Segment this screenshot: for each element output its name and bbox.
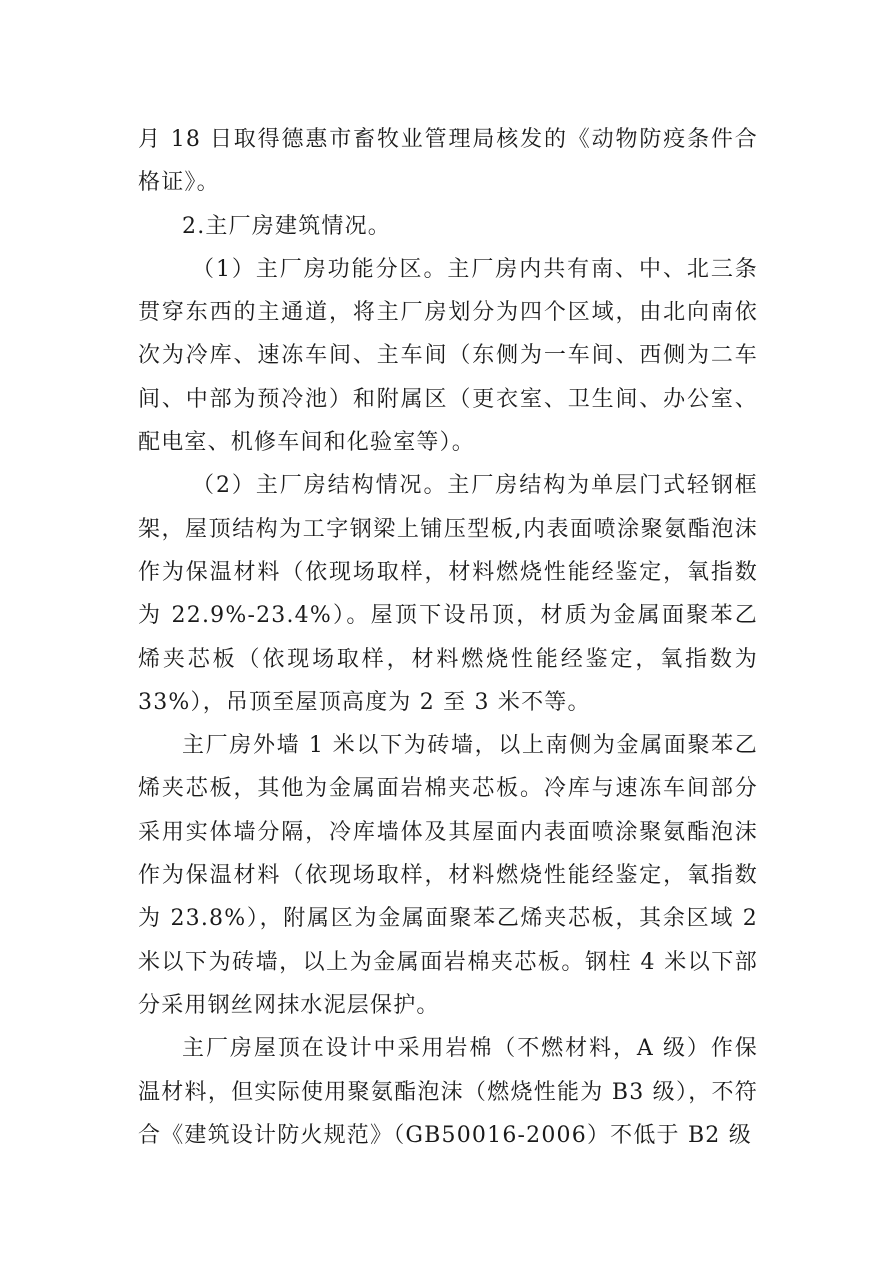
document-body xyxy=(138,118,758,1157)
paragraph-roof-insulation: 主厂房屋顶在设计中采用岩棉（不燃材料，A 级）作保温材料，但实际使用聚氨酯泡沫（燃烧性能为 B3 级），不符合《建筑设计防火规范》（GB50016-2006）不低于 B2 级 xyxy=(138,1036,758,1148)
paragraph-certificate: 月 18 日取得德惠市畜牧业管理局核发的《动物防疫条件合格证》。 xyxy=(138,127,758,196)
paragraph-functional-zones: （1）主厂房功能分区。主厂房内共有南、中、北三条贯穿东西的主通道，将主厂房划分为四个区域，由北向南依次为冷库、速冻车间、主车间（东侧为一车间、西侧为二车间、中部为预冷池）和附属区（更衣室、卫生间、办公室、配电室、机修车间和化验室等）。 xyxy=(138,256,758,456)
paragraph-exterior-walls: 主厂房外墙 1 米以下为砖墙，以上南侧为金属面聚苯乙烯夹芯板，其他为金属面岩棉夹芯板。冷库与速冻车间部分采用实体墙分隔，冷库墙体及其屋面内表面喷涂聚氨酯泡沫作为保温材料（依现场取样，材料燃烧性能经鉴定，氧指数为 23.8%），附属区为金属面聚苯乙烯夹芯板，其余区域 2 米以下为砖墙，以上为金属面岩棉夹芯板。钢柱 4 米以下部分采用钢丝网抹水泥层保护。 xyxy=(138,733,758,1018)
paragraph-structure: （2）主厂房结构情况。主厂房结构为单层门式轻钢框架，屋顶结构为工字钢梁上铺压型板,内表面喷涂聚氨酯泡沫作为保温材料（依现场取样，材料燃烧性能经鉴定，氧指数为 22.9%-23.4%）。屋顶下设吊顶，材质为金属面聚苯乙烯夹芯板（依现场取样，材料燃烧性能经鉴定，氧指数为33%），吊顶至屋顶高度为 2 至 3 米不等。 xyxy=(138,473,758,715)
section-heading-building: 2.主厂房建筑情况。 xyxy=(182,213,391,239)
